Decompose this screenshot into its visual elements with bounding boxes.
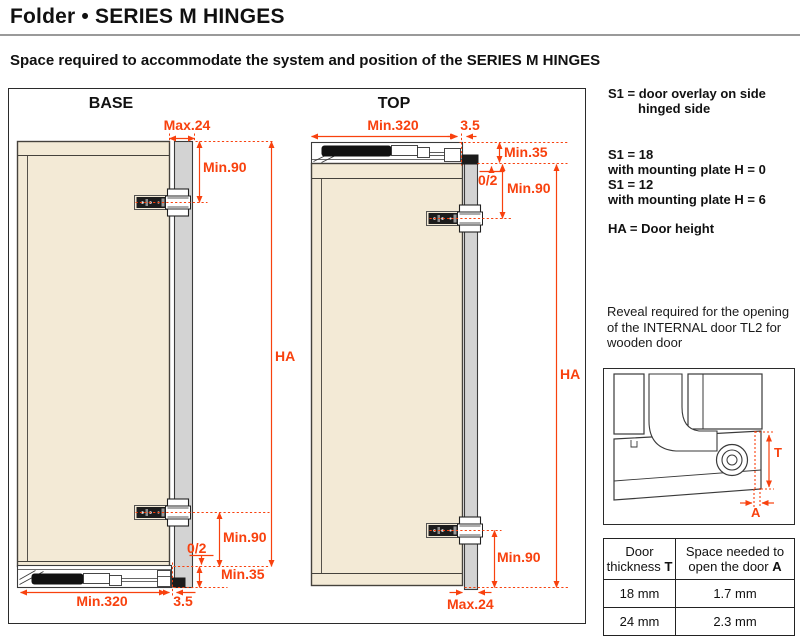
top-dim-ha: HA — [560, 366, 581, 382]
diagram-panel — [8, 88, 586, 624]
reveal-note-line1: Reveal required for the opening — [607, 304, 790, 319]
top-dim-min320: Min.320 — [367, 117, 419, 133]
hinge-cross-section — [604, 369, 793, 523]
top-dim-gap35: 3.5 — [460, 117, 480, 133]
header-door-line2: thickness — [606, 559, 661, 574]
table-header-row — [604, 539, 795, 580]
header-door-symbol: T — [664, 559, 673, 574]
header-space-line1: Space needed to — [685, 544, 785, 559]
cell-space-18: 1.7 mm — [676, 580, 795, 608]
cell-thickness-18: 18 mm — [604, 580, 676, 608]
top-door — [312, 164, 463, 586]
top-runner — [312, 143, 463, 164]
hinge-space-diagram — [9, 89, 584, 622]
s1-rule1: S1 = 18 — [608, 147, 654, 162]
top-dim-zero-two: 0/2 — [478, 172, 498, 188]
header-door-line1: Door — [625, 544, 654, 559]
cell-space-24: 2.3 mm — [676, 608, 795, 636]
s1-definition-line1: S1 = door overlay on side — [608, 86, 766, 101]
legend — [608, 86, 798, 236]
top-dim-max24: Max.24 — [447, 596, 494, 612]
base-dim-min320: Min.320 — [76, 593, 128, 609]
s1-rule2: S1 = 12 — [608, 177, 654, 192]
base-dim-ha: HA — [275, 348, 296, 364]
col-header-door-thickness — [604, 539, 676, 580]
detail-dim-a: A — [751, 505, 761, 520]
ha-definition: HA = Door height — [608, 221, 715, 236]
page-subtitle: Space required to accommodate the system and position of the SERIES M HINGES — [10, 52, 601, 69]
top-dim-min35: Min.35 — [504, 144, 548, 160]
reveal-note-line3: wooden door — [607, 335, 683, 350]
page-title: Folder • SERIES M HINGES — [10, 5, 285, 28]
top-drawing-title: TOP — [377, 95, 411, 112]
s1-definition-line2: hinged side — [638, 101, 711, 116]
s1-rule2-detail: with mounting plate H = 6 — [608, 192, 766, 207]
header-space-symbol: A — [772, 559, 782, 574]
base-dim-gap35: 3.5 — [173, 593, 193, 609]
clearance-table — [603, 538, 795, 636]
col-header-space-needed — [676, 539, 795, 580]
base-drawing-title: BASE — [88, 95, 134, 112]
detail-dim-t: T — [774, 445, 782, 460]
table-row — [604, 580, 795, 608]
base-dim-min90-bottom: Min.90 — [223, 529, 267, 545]
reveal-note — [607, 304, 797, 351]
hinge-detail-drawing — [603, 368, 795, 525]
s1-rule1-detail: with mounting plate H = 0 — [608, 162, 766, 177]
base-dim-max24: Max.24 — [163, 117, 211, 133]
top-dim-min90-top: Min.90 — [507, 180, 551, 196]
cell-thickness-24: 24 mm — [604, 608, 676, 636]
table-row — [604, 608, 795, 636]
reveal-note-line2: of the INTERNAL door TL2 for — [607, 319, 782, 335]
header-space-line2: open the door — [688, 559, 769, 574]
base-dim-min90-top: Min.90 — [203, 159, 247, 175]
base-dim-min35: Min.35 — [221, 566, 265, 582]
base-dim-zero-two: 0/2 — [187, 540, 207, 556]
top-dim-min90-bottom: Min.90 — [497, 549, 541, 565]
base-runner — [18, 566, 172, 588]
detail-black-linework — [614, 374, 762, 500]
top-pivot — [462, 155, 479, 165]
title-divider — [0, 34, 800, 36]
